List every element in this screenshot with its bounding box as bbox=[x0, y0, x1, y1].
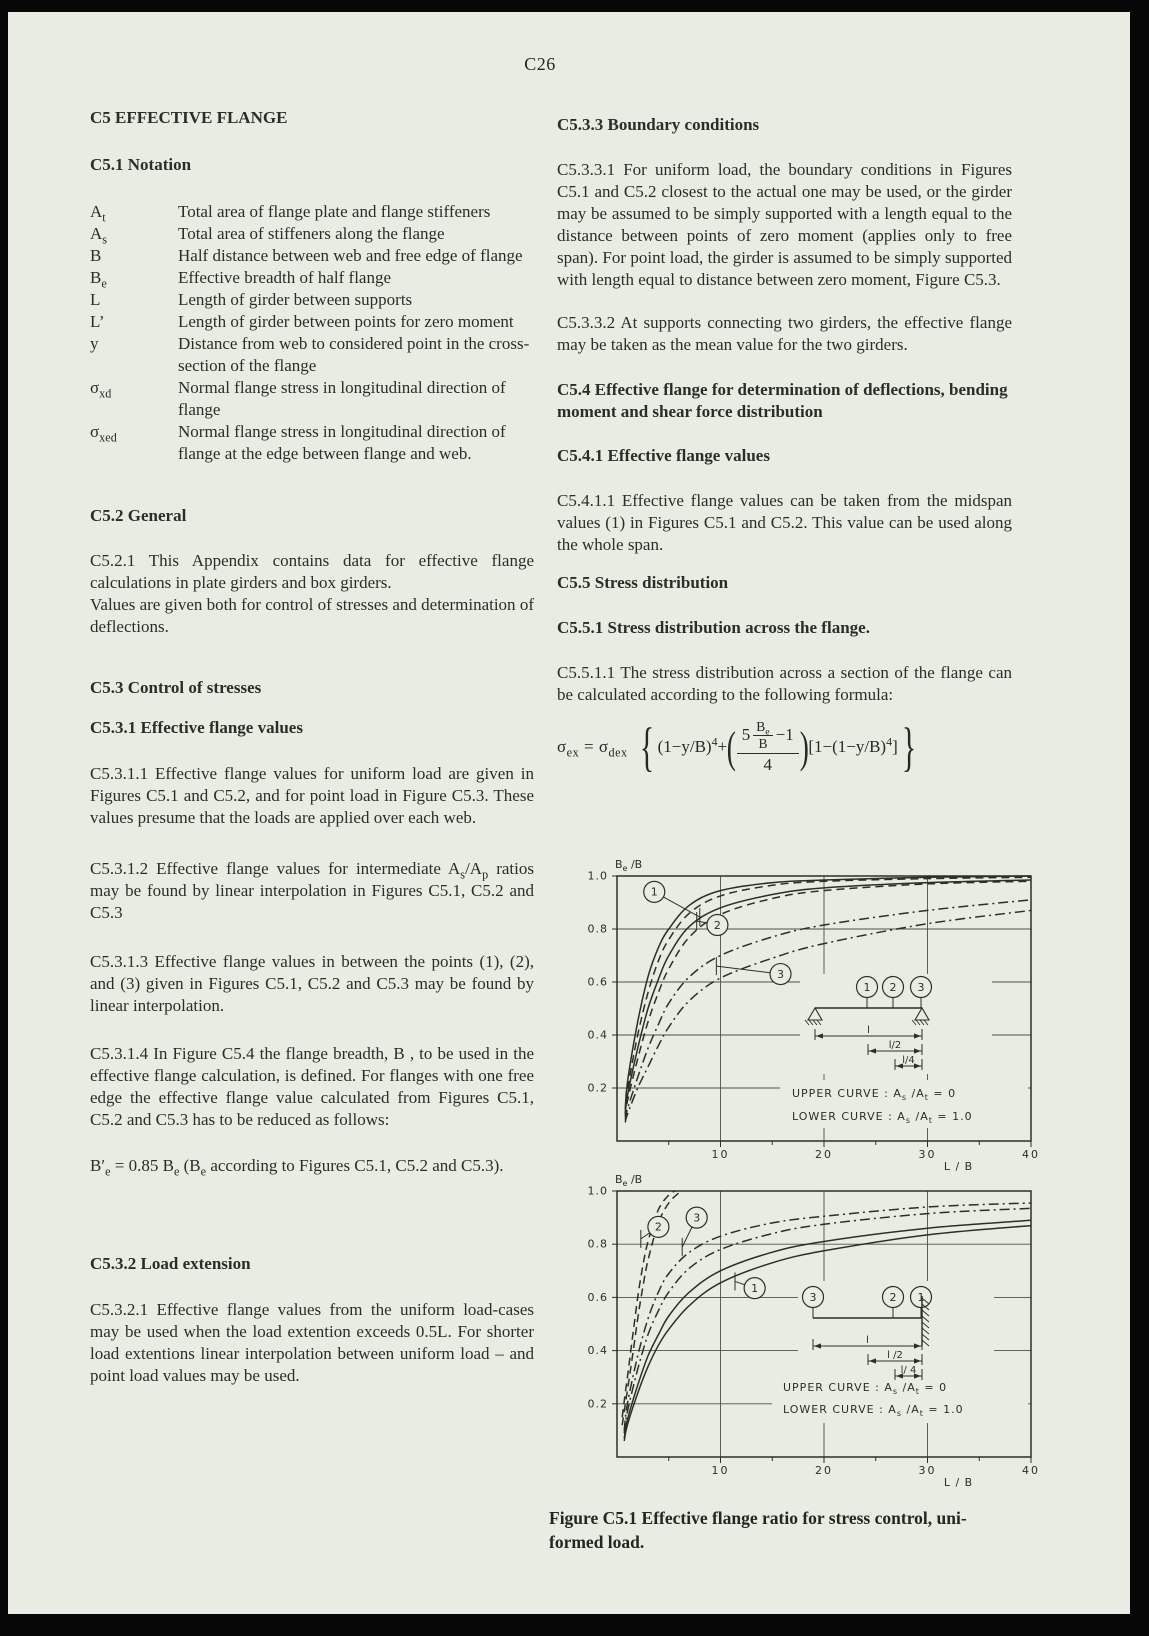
paragraph-c5-3-1-4: C5.3.1.4 In Figure C5.4 the flange breadth, B , to be used in the effective flange calculation, is defined. For flanges with one free edge the effective flange value calculated from Figures C5.1, C5.2 and C5.3 has to be reduced as follows: bbox=[90, 1044, 534, 1129]
svg-text:3: 3 bbox=[809, 1290, 817, 1304]
figure-caption-line2: formed load. bbox=[549, 1532, 645, 1552]
svg-text:l: l bbox=[866, 1335, 869, 1346]
svg-text:2: 2 bbox=[654, 1220, 662, 1234]
notation-term: $A_s$ bbox=[90, 224, 108, 247]
svg-text:2: 2 bbox=[713, 918, 721, 932]
notation-term: $B_e$ bbox=[90, 268, 107, 291]
heading-c5-2-general: C5.2 General bbox=[90, 506, 187, 525]
notation-definition: Total area of flange plate and flange stiffeners bbox=[178, 202, 491, 221]
paragraph-c5-4-1-1: C5.4.1.1 Effective flange values can be taken from the midspan values (1) in Figures C5.1 and C5.2. This value can be used along the whole span. bbox=[557, 491, 1012, 554]
svg-text:UPPER CURVE : As /At = 0: UPPER CURVE : $A_s$ $/A_t = 0$ bbox=[783, 1381, 948, 1396]
notation-definition: Half distance between web and free edge of flange bbox=[178, 246, 523, 265]
notation-term: B bbox=[90, 246, 102, 265]
paragraph-c5-3-3-1: C5.3.3.1 For uniform load, the boundary conditions in Figures C5.1 and C5.2 closest to the actual one may be used, or the girder may be assumed to be simply supported with a length equal to the distance between points of zero moment (applies only to free span). For point load, the girder is assumed to be simply supported with length equal to distance between zero moment, Figure C5.3. bbox=[557, 160, 1012, 289]
formula-open-paren: ( bbox=[726, 722, 736, 772]
formula-fraction bbox=[737, 720, 799, 775]
notation-definition: Length of girder between points for zero moment bbox=[178, 312, 514, 331]
svg-text:10: 10 bbox=[711, 1464, 730, 1477]
figure-caption bbox=[549, 1506, 1011, 1554]
paragraph-c5-3-1-3: C5.3.1.3 Effective flange values in between the points (1), (2), and (3) given in Figures C5.1, C5.2 and C5.3 may be found by linear interpolation. bbox=[90, 952, 534, 1015]
heading-c5-4: C5.4 Effective flange for determination of deflections, bending moment and shear force distribution bbox=[557, 380, 1008, 421]
svg-text:40: 40 bbox=[1022, 1464, 1040, 1477]
svg-text:20: 20 bbox=[815, 1464, 833, 1477]
svg-text:3: 3 bbox=[777, 967, 785, 981]
paragraph-c5-3-1-1: C5.3.1.1 Effective flange values for uniform load are given in Figures C5.1 and C5.2, and for point load in Figure C5.3. These values presume that the loads are applied over each web. bbox=[90, 764, 534, 827]
notation-row bbox=[90, 421, 534, 465]
notation-definition: Length of girder between supports bbox=[178, 290, 413, 309]
svg-text:l/2: l/2 bbox=[888, 1040, 902, 1051]
notation-term: $A_t$ bbox=[90, 202, 106, 225]
formula-plus: + bbox=[717, 737, 728, 757]
heading-c5-4-1: C5.4.1 Effective flange values bbox=[557, 446, 770, 465]
figure-c5-1-chart-simply-supported bbox=[570, 854, 1040, 1173]
svg-text:40: 40 bbox=[1022, 1148, 1040, 1161]
svg-text:l: l bbox=[867, 1025, 870, 1036]
svg-text:1.0: 1.0 bbox=[587, 869, 608, 883]
notation-definition: Normal flange stress in longitudinal direction of flange bbox=[178, 378, 506, 419]
heading-c5-3: C5.3 Control of stresses bbox=[90, 678, 262, 697]
heading-c5-3-1: C5.3.1 Effective flange values bbox=[90, 718, 303, 737]
svg-text:LOWER CURVE : As /At = 1.0: LOWER CURVE : $A_s$ $/A_t = 1.0$ bbox=[783, 1403, 964, 1418]
notation-row bbox=[90, 377, 534, 421]
svg-text:0.8: 0.8 bbox=[587, 922, 608, 936]
svg-text:3: 3 bbox=[693, 1211, 701, 1225]
notation-definition: Effective breadth of half flange bbox=[178, 268, 392, 287]
paragraph-c5-5-1-1: C5.5.1.1 The stress distribution across a section of the flange can be calculated according to the following formula: bbox=[557, 663, 1012, 704]
section-title-c5: C5 EFFECTIVE FLANGE bbox=[90, 108, 288, 127]
svg-text:2: 2 bbox=[889, 1290, 897, 1304]
heading-c5-5: C5.5 Stress distribution bbox=[557, 573, 729, 592]
formula-fraction-numerator: 5 $B_e$ B −1 bbox=[737, 720, 799, 754]
svg-text:0.6: 0.6 bbox=[587, 975, 608, 989]
formula-term-1: $(1-y/B)^4$ bbox=[657, 734, 718, 757]
notation-term: L’ bbox=[90, 312, 105, 331]
notation-row bbox=[90, 311, 534, 333]
notation-row bbox=[90, 245, 534, 267]
notation-row bbox=[90, 289, 534, 311]
svg-text:1: 1 bbox=[650, 885, 658, 899]
svg-text:l/ 4: l/ 4 bbox=[900, 1365, 917, 1376]
notation-definition: Distance from web to considered point in the cross-section of the flange bbox=[178, 334, 530, 375]
paragraph-c5-3-2-1: C5.3.2.1 Effective flange values from the uniform load-cases may be used when the load extention exceeds 0.5L. For shorter load extentions linear interpolation between uniform load – and point load values may be used. bbox=[90, 1300, 534, 1385]
notation-term: L bbox=[90, 290, 101, 309]
notation-term: $\sigma_{xed}$ bbox=[90, 422, 117, 445]
svg-text:LOWER CURVE : As /At = 1.0: LOWER CURVE : $A_s$ $/A_t = 1.0$ bbox=[792, 1110, 973, 1125]
heading-c5-1-notation: C5.1 Notation bbox=[90, 155, 192, 174]
svg-text:20: 20 bbox=[815, 1148, 833, 1161]
svg-text:30: 30 bbox=[918, 1464, 937, 1477]
svg-text:0.2: 0.2 bbox=[587, 1081, 608, 1095]
formula-be-over-b: $B_e$ B bbox=[753, 720, 772, 751]
notation-term: $\sigma_{xd}$ bbox=[90, 378, 112, 401]
svg-text:30: 30 bbox=[918, 1148, 937, 1161]
figure-caption-line1: Figure C5.1 Effective flange ratio for stress control, uni- bbox=[549, 1508, 967, 1528]
paragraph-c5-3-3-2: C5.3.3.2 At supports connecting two girders, the effective flange may be taken as the mean value for the two girders. bbox=[557, 313, 1012, 354]
svg-text:UPPER CURVE : As /At = 0: UPPER CURVE : $A_s$ $/A_t = 0$ bbox=[792, 1087, 957, 1102]
formula-close-paren: ) bbox=[799, 722, 809, 772]
heading-c5-5-1: C5.5.1 Stress distribution across the flange. bbox=[557, 618, 870, 637]
formula-lhs: $\sigma_{ex} = \sigma_{dex}$ bbox=[557, 737, 628, 760]
svg-text:1: 1 bbox=[863, 980, 871, 994]
svg-text:0.6: 0.6 bbox=[587, 1290, 608, 1304]
svg-text:1.0: 1.0 bbox=[587, 1184, 608, 1198]
svg-text:1: 1 bbox=[917, 1290, 925, 1304]
svg-text:1: 1 bbox=[751, 1281, 759, 1295]
svg-text:2: 2 bbox=[889, 980, 897, 994]
stress-distribution-formula bbox=[557, 717, 1012, 778]
svg-text:0.2: 0.2 bbox=[587, 1397, 608, 1411]
notation-list bbox=[90, 201, 534, 465]
notation-term: y bbox=[90, 334, 99, 353]
scanned-document-page bbox=[8, 12, 1130, 1614]
svg-text:L / B: L / B bbox=[943, 1476, 974, 1489]
equation-be-reduced: $B'_e = 0.85$ $B_e$ ($B_e$ according to Figures C5.1, C5.2 and C5.3). bbox=[90, 1156, 504, 1179]
notation-row bbox=[90, 201, 534, 223]
notation-row bbox=[90, 267, 534, 289]
page-number: C26 bbox=[524, 54, 556, 74]
formula-open-brace: { bbox=[639, 717, 654, 778]
svg-text:Be /B: $B_e$ /B bbox=[615, 1173, 643, 1188]
heading-c5-3-3: C5.3.3 Boundary conditions bbox=[557, 115, 760, 134]
paragraph-c5-2-1: C5.2.1 This Appendix contains data for effective flange calculations in plate girders and box girders. bbox=[90, 551, 534, 592]
formula-fraction-denominator: 4 bbox=[763, 755, 772, 775]
svg-text:10: 10 bbox=[711, 1148, 730, 1161]
svg-text:L / B: L / B bbox=[943, 1160, 974, 1173]
notation-row bbox=[90, 333, 534, 377]
notation-row bbox=[90, 223, 534, 245]
svg-text:l /2: l /2 bbox=[887, 1350, 903, 1361]
left-column bbox=[90, 107, 534, 1387]
notation-definition: Total area of stiffeners along the flange bbox=[178, 224, 445, 243]
figure-c5-1-chart-fixed-end bbox=[570, 1159, 1040, 1489]
svg-text:0.4: 0.4 bbox=[587, 1344, 608, 1358]
svg-text:3: 3 bbox=[917, 980, 925, 994]
svg-text:l/4: l/4 bbox=[902, 1055, 915, 1066]
formula-term-2: $[1-(1-y/B)^4]$ bbox=[808, 734, 898, 757]
notation-definition: Normal flange stress in longitudinal direction of flange at the edge between flange and web. bbox=[178, 422, 506, 463]
paragraph-c5-2-1b: Values are given both for control of stresses and determination of deflections. bbox=[90, 595, 534, 636]
svg-text:0.8: 0.8 bbox=[587, 1237, 608, 1251]
formula-close-brace: } bbox=[901, 717, 916, 778]
svg-text:Be /B: $B_e$ /B bbox=[615, 858, 643, 873]
heading-c5-3-2: C5.3.2 Load extension bbox=[90, 1254, 251, 1273]
right-column bbox=[557, 114, 1012, 778]
svg-text:0.4: 0.4 bbox=[587, 1028, 608, 1042]
paragraph-c5-3-1-2: C5.3.1.2 Effective flange values for intermediate $A_s/A_p$ ratios may be found by linear interpolation in Figures C5.1, C5.2 and C5.3 bbox=[90, 859, 534, 922]
